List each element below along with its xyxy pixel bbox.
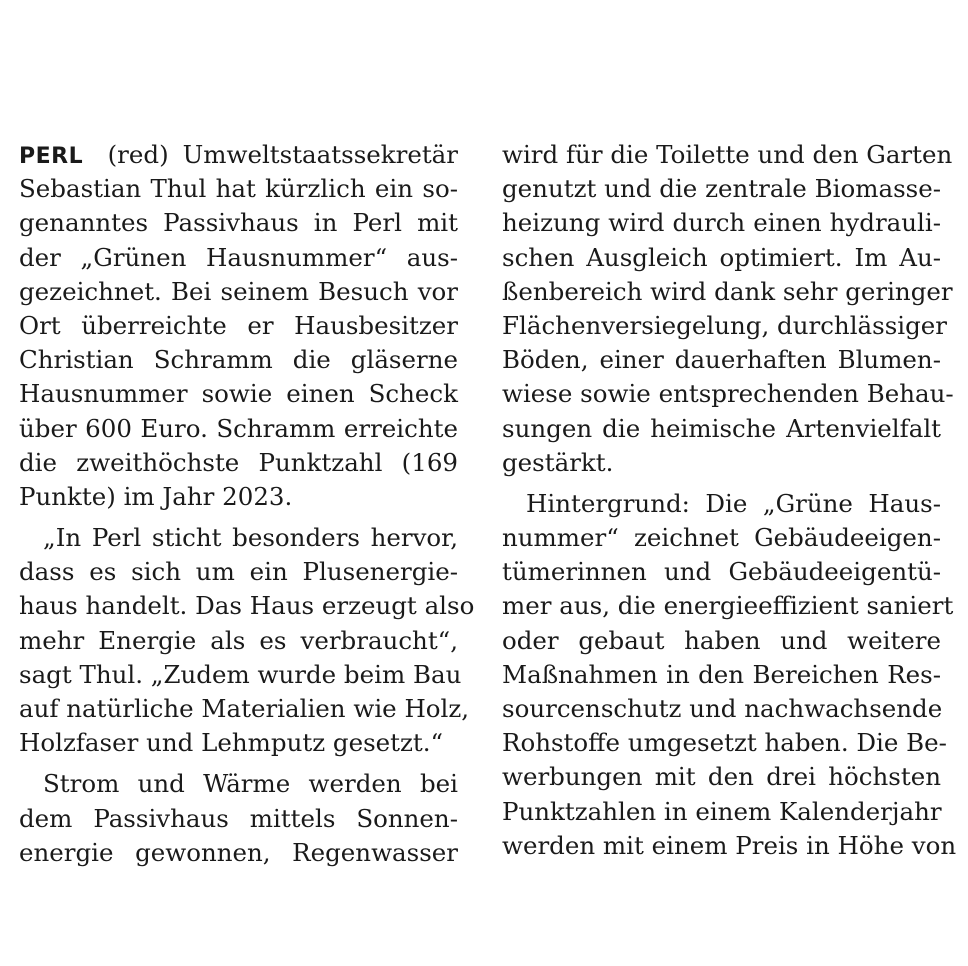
text-line: werden mit einem Preis in Höhe von (502, 830, 957, 860)
article-right-column (502, 138, 957, 863)
text-line: heizung wird durch einen hydrauli- (502, 208, 941, 238)
text-line: ßenbereich wird dank sehr geringer (502, 276, 953, 306)
text-line: Maßnahmen in den Bereichen Res- (502, 659, 941, 689)
text-line: gezeichnet. Bei seinem Besuch vor (19, 276, 458, 306)
text-line: gestärkt. (502, 447, 614, 477)
text-line: „In Perl sticht besonders hervor, (43, 523, 458, 553)
text-line: wiese sowie entsprechenden Behau- (502, 379, 954, 409)
text-line: Rohstoffe umgesetzt haben. Die Be- (502, 728, 947, 758)
text-line: genanntes Passivhaus in Perl mit (19, 208, 458, 238)
text-line: mehr Energie als es verbraucht“, (19, 625, 458, 655)
text-line (19, 138, 458, 172)
text-line: mer aus, die energieeffizient saniert (502, 591, 954, 621)
text-line: werbungen mit den drei höchsten (502, 762, 941, 792)
text-line: wird für die Toilette und den Garten (502, 140, 953, 169)
text-line: Punkte) im Jahr 2023. (19, 481, 293, 511)
text-line: schen Ausgleich optimiert. Im Au- (502, 242, 941, 272)
text-line: auf natürliche Materialien wie Holz, (19, 694, 470, 723)
text-line: Strom und Wärme werden bei (43, 769, 458, 799)
text-line: Punktzahlen in einem Kalenderjahr (502, 796, 942, 826)
dateline: PERL (19, 144, 84, 169)
text-line: über 600 Euro. Schramm erreichte (19, 413, 458, 443)
text-line: Hintergrund: Die „Grüne Haus- (526, 488, 941, 518)
text-line: dem Passivhaus mittels Sonnen- (19, 803, 458, 833)
text-line: nummer“ zeichnet Gebäudeeigen- (502, 523, 941, 553)
paragraph (19, 138, 458, 514)
text-line: energie gewonnen, Regenwasser (19, 837, 458, 867)
paragraph (502, 487, 957, 863)
paragraph (19, 767, 458, 870)
text-line: Hausnummer sowie einen Scheck (19, 379, 458, 409)
paragraph (19, 521, 475, 760)
text-line: der „Grünen Hausnummer“ aus- (19, 242, 458, 272)
article-left-column (19, 138, 475, 870)
text-line: sungen die heimische Artenvielfalt (502, 413, 941, 443)
text-line: haus handelt. Das Haus erzeugt also (19, 591, 475, 621)
paragraph-gap (19, 760, 458, 767)
text-line: Holzfaser und Lehmputz gesetzt.“ (19, 728, 444, 758)
text-line: Böden, einer dauerhaften Blumen- (502, 345, 941, 375)
text-line: dass es sich um ein Plusenergie- (19, 557, 458, 587)
text-line: oder gebaut haben und weitere (502, 625, 941, 655)
text-line: die zweithöchste Punktzahl (169 (19, 447, 458, 477)
paragraph-gap (19, 514, 458, 521)
paragraph-gap (502, 480, 941, 487)
paragraph (502, 138, 954, 480)
text-line: tümerinnen und Gebäudeeigentü- (502, 557, 941, 587)
text-line: sourcenschutz und nachwachsende (502, 694, 943, 723)
text-line: Ort überreichte er Hausbesitzer (19, 310, 458, 340)
text-line: Flächenversiegelung, durchlässiger (502, 310, 948, 340)
text-line: Sebastian Thul hat kürzlich ein so- (19, 174, 458, 204)
line-text: (red) Umweltstaatssekretär (107, 140, 458, 169)
text-line: genutzt und die zentrale Biomasse- (502, 174, 941, 204)
text-line: Christian Schramm die gläserne (19, 345, 458, 375)
text-line: sagt Thul. „Zudem wurde beim Bau (19, 659, 462, 689)
